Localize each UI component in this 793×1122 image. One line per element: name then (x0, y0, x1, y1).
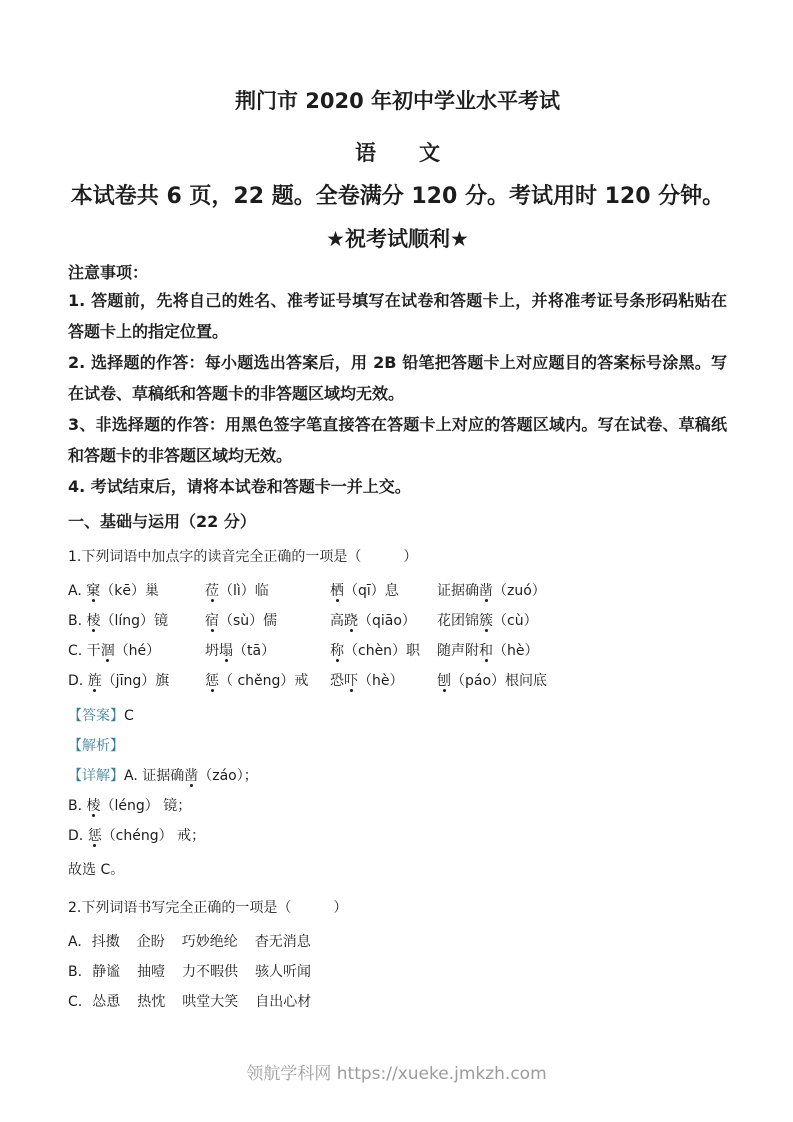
detail-line-d: D. 惩（chéng） 戒； (68, 828, 206, 844)
option-word: 杳无消息 (254, 934, 311, 950)
detail-line-b: B. 棱（léng） 镜； (68, 798, 192, 814)
detail-line-a (68, 761, 727, 791)
option-cell: 恐吓（hè） (330, 673, 404, 689)
option-cell: A. 窠（kē）巢 (68, 583, 159, 599)
question-2-options (68, 927, 727, 1017)
option-cell: 随声附和（hè） (437, 643, 539, 659)
detail-text-a: A. 证据确凿（záo）； (124, 768, 258, 784)
option-word: 企盼 (136, 934, 165, 950)
option-word: 怂恿 (92, 994, 121, 1010)
notice-heading: 注意事项： (68, 263, 149, 282)
option-cell: B. 棱（líng）镜 (68, 613, 169, 629)
question-2-stem: 2.下列词语书写完全正确的一项是（ ） (68, 900, 348, 916)
dotted-char: 宿 (205, 613, 219, 629)
dotted-char: 和 (479, 643, 493, 659)
question-1-option-c (68, 636, 727, 666)
detail-conclusion: 故选 C。 (68, 862, 125, 878)
detail-tag: 【详解】 (68, 768, 124, 784)
option-cell: 栖（qī）息 (330, 583, 399, 599)
question-1-stem: 1.下列词语中加点字的读音完全正确的一项是（ ） (68, 549, 418, 565)
exam-wish-line: ★祝考试顺利★ (326, 227, 469, 251)
option-cell: D. 旌（jīng）旗 (68, 673, 170, 689)
option-label: A. (68, 934, 82, 950)
dotted-char: 簇 (479, 613, 493, 629)
dotted-char: 惩 (205, 673, 219, 689)
question-1 (68, 546, 727, 885)
dotted-char: 称 (330, 643, 344, 659)
dotted-char: 窠 (86, 583, 101, 599)
answer-line (68, 701, 727, 731)
dotted-char: 惩 (87, 828, 102, 844)
exam-header (68, 88, 727, 253)
option-word: 哄堂大笑 (182, 994, 239, 1010)
option-word: 抖擞 (91, 934, 120, 950)
dotted-char: 跷 (344, 613, 358, 629)
option-cell: 宿（sù）儒 (205, 613, 278, 629)
answer-tag: 【答案】 (68, 708, 124, 724)
footer-watermark-link[interactable]: 领航学科网 https://xueke.jmkzh.com (246, 1064, 547, 1084)
option-cell: 莅（lì）临 (205, 583, 269, 599)
option-word: 抽噎 (137, 964, 166, 980)
dotted-char: 涸 (100, 643, 115, 659)
exam-info-line: 本试卷共 6 页，22 题。全卷满分 120 分。考试用时 120 分钟。 (70, 184, 725, 209)
notice-item-4: 4. 考试结束后，请将本试卷和答题卡一并上交。 (68, 477, 411, 496)
dotted-char: 棱 (86, 798, 101, 814)
section-one-heading: 一、基础与运用（22 分） (68, 512, 256, 531)
dotted-char: 莅 (205, 583, 219, 599)
dotted-char: 旌 (87, 673, 102, 689)
exam-subject: 语 文 (355, 141, 451, 165)
question-1-options (68, 576, 727, 696)
option-word: 骇人听闻 (255, 964, 312, 980)
dotted-char: 塌 (219, 643, 233, 659)
question-1-option-b (68, 606, 727, 636)
notice-item-3: 3、非选择题的作答：用黑色签字笔直接答在答题卡上对应的答题区域内。写在试卷、草稿纸和答题卡的非答题区域均无效。 (68, 415, 727, 465)
option-word: 力不暇供 (182, 964, 239, 980)
question-1-option-d (68, 666, 727, 696)
option-cell: 花团锦簇（cù） (437, 613, 538, 629)
option-word: 静谧 (92, 964, 121, 980)
question-2 (68, 897, 727, 1017)
analysis-tag: 【解析】 (68, 738, 124, 754)
option-cell: 坍塌（tā） (205, 643, 276, 659)
option-cell: 刨（páo）根问底 (437, 673, 548, 689)
option-cell: C. 干涸（hé） (68, 643, 161, 659)
notice-section (68, 261, 727, 502)
option-word: 自出心材 (255, 994, 312, 1010)
option-word: 巧妙绝纶 (181, 934, 238, 950)
question-2-option-a (68, 927, 727, 957)
page-footer (0, 1062, 793, 1086)
analysis-line (68, 731, 727, 761)
notice-item-1: 1. 答题前，先将自己的姓名、准考证号填写在试卷和答题卡上，并将准考证号条形码粘贴在答题卡上的指定位置。 (68, 291, 727, 341)
exam-title: 荆门市 2020 年初中学业水平考试 (234, 89, 561, 113)
dotted-char: 刨 (437, 673, 451, 689)
option-cell: 称（chèn）职 (330, 643, 421, 659)
answer-value: C (124, 708, 134, 724)
option-word: 热忱 (137, 994, 166, 1010)
question-2-option-b (68, 957, 727, 987)
question-1-option-a (68, 576, 727, 606)
option-cell: 证据确凿（zuó） (437, 583, 546, 599)
dotted-char: 棱 (86, 613, 101, 629)
question-2-option-c (68, 987, 727, 1017)
dotted-char: 吓 (344, 673, 358, 689)
option-cell: 高跷（qiāo） (330, 613, 416, 629)
option-cell: 惩（ chěng）戒 (205, 673, 309, 689)
dotted-char: 凿 (479, 583, 493, 599)
dotted-char: 凿 (184, 768, 199, 784)
notice-item-2: 2. 选择题的作答：每小题选出答案后，用 2B 铅笔把答题卡上对应题目的答案标号涂黑。写在试卷、草稿纸和答题卡的非答题区域均无效。 (68, 353, 727, 403)
dotted-char: 栖 (330, 583, 344, 599)
option-label: B. (68, 964, 83, 980)
option-label: C. (68, 994, 83, 1010)
